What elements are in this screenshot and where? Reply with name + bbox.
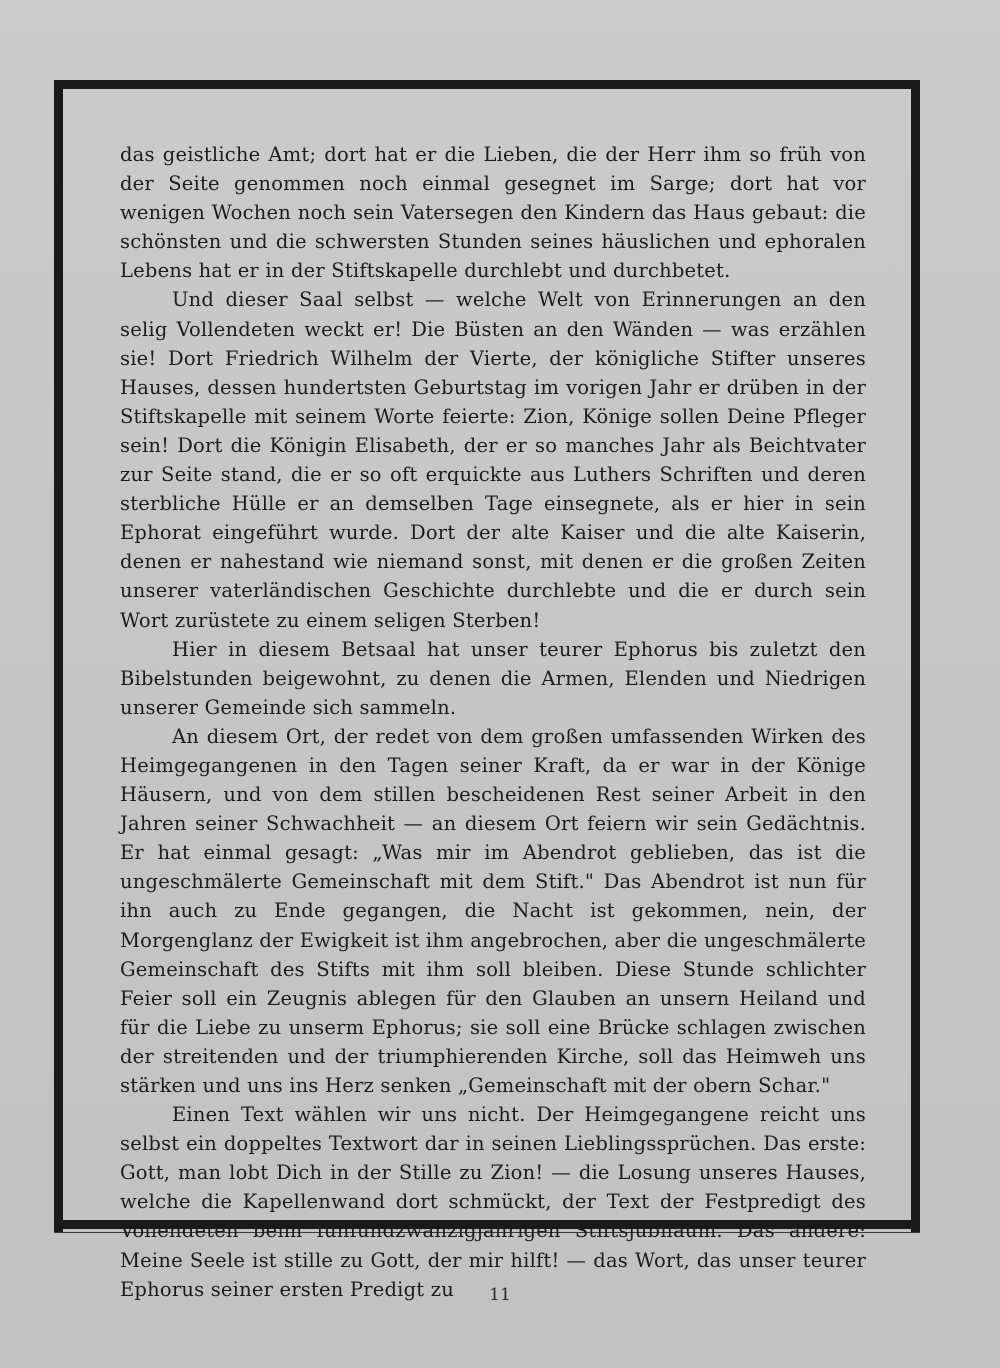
body-text xyxy=(120,140,866,1304)
paragraph-2: Und dieser Saal selbst — welche Welt von Erinnerungen an den selig Vollendeten weckt er! Die Büsten an den Wänden — was erzählen sie! Dort Friedrich Wilhelm der Vierte, der königliche Stifter unseres Hauses, dessen hundertsten Geburtstag im vorigen Jahr er drüben in der Stiftskapelle mit seinem Worte feierte: Zion, Könige sollen Deine Pfleger sein! Dort die Königin Elisabeth, der er so manches Jahr als Beichtvater zur Seite stand, die er so oft erquickte aus Luthers Schriften und deren sterbliche Hülle er an demselben Tage einsegnete, als er hier in sein Ephorat eingeführt wurde. Dort der alte Kaiser und die alte Kaiserin, denen er nahestand wie niemand sonst, mit denen er die großen Zeiten unserer vaterländischen Geschichte durchlebte und die er durch sein Wort zurüstete zu einem seligen Sterben! xyxy=(120,288,866,632)
paragraph-5: Einen Text wählen wir uns nicht. Der Heimgegangene reicht uns selbst ein doppeltes Textwort dar in seinen Lieblingssprüchen. Das erste: Gott, man lobt Dich in der Stille zu Zion! — die Losung unseres Hauses, welche die Kapellenwand dort schmückt, der Text der Festpredigt des Vollendeten beim fünfundzwanzigjährigen Stiftsjubiläum. Das andere: Meine Seele ist stille zu Gott, der mir hilft! — das Wort, das unser teurer Ephorus seiner ersten Predigt zu xyxy=(120,1103,866,1301)
paragraph-3: Hier in diesem Betsaal hat unser teurer Ephorus bis zuletzt den Bibelstunden beigewohnt, zu denen die Armen, Elenden und Niedrigen unserer Gemeinde sich sammeln. xyxy=(120,637,866,719)
paragraph-1: das geistliche Amt; dort hat er die Lieben, die der Herr ihm so früh von der Seite genommen noch einmal gesegnet im Sarge; dort hat vor wenigen Wochen noch sein Vatersegen den Kindern das Haus gebaut: die schönsten und die schwersten Stunden seines häuslichen und ephoralen Lebens hat er in der Stiftskapelle durchlebt und durchbetet. xyxy=(120,143,866,283)
page-number: 11 xyxy=(489,1285,511,1305)
frame-border-top xyxy=(54,80,920,89)
frame-border-right xyxy=(911,80,920,1232)
frame-border-left xyxy=(54,80,63,1232)
paragraph-4: An diesem Ort, der redet von dem großen umfassenden Wirken des Heimgegangenen in den Tagen seiner Kraft, da er war in der Könige Häusern, und von dem stillen bescheidenen Rest seiner Arbeit in den Jahren seiner Schwachheit — an diesem Ort feiern wir sein Gedächtnis. Er hat einmal gesagt: „Was mir im Abendrot geblieben, das ist die ungeschmälerte Gemeinschaft mit dem Stift." Das Abendrot ist nun für ihn auch zu Ende gegangen, die Nacht ist gekommen, nein, der Morgenglanz der Ewigkeit ist ihm angebrochen, aber die ungeschmälerte Gemeinschaft des Stifts mit ihm soll bleiben. Diese Stunde schlichter Feier soll ein Zeugnis ablegen für den Glauben an unsern Heiland und für die Liebe zu unserm Ephorus; sie soll eine Brücke schlagen zwischen der streitenden und der triumphierenden Kirche, soll das Heimweh uns stärken und uns ins Herz senken „Gemeinschaft mit der obern Schar." xyxy=(120,724,866,1097)
